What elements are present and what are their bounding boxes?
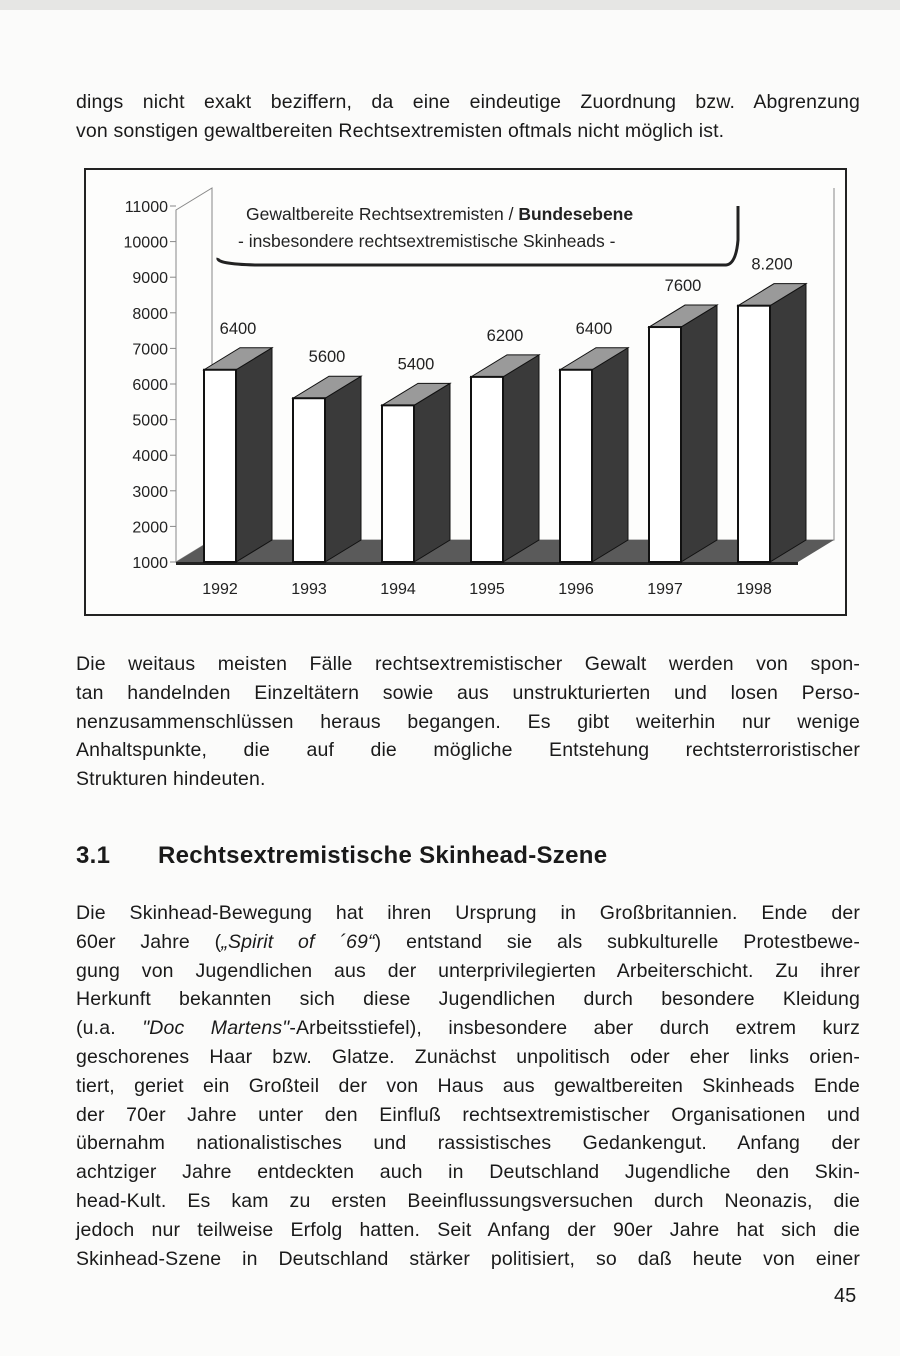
bar-side [592,348,628,562]
text-line: head-Kult. Es kam zu ersten Beeinflussungsversuchen durch Neonazis, die [76,1189,860,1212]
text-line: jedoch nur teilweise Erfolg hatten. Seit Anfang der 90er Jahre hat sich die [76,1218,860,1241]
y-tick-label: 2000 [132,519,168,537]
section-heading [76,842,607,870]
text-line: Herkunft bekannten sich diese Jugendlichen durch besondere Kleidung [76,988,860,1011]
data-label: 7600 [664,277,702,296]
bar-1994 [382,383,450,562]
bar-side [681,305,717,562]
data-label: 6200 [486,326,524,345]
page-top-edge [0,0,900,10]
x-tick-label: 1996 [558,581,594,598]
y-tick-label: 3000 [132,483,168,501]
y-tick-label: 5000 [132,412,168,430]
x-tick-label: 1998 [736,581,772,598]
y-tick-label: 11000 [124,199,168,216]
y-tick-label: 10000 [123,234,168,252]
text-line: tiert, geriet ein Großteil der von Haus aus gewaltbereiten Skinheads Ende [76,1074,860,1097]
text-line: geschorenes Haar bzw. Glatze. Zunächst unpolitisch oder eher links orien- [76,1045,860,1068]
bar-side [414,383,450,562]
bar-1992 [204,348,272,562]
x-tick-label: 1992 [202,581,238,598]
text-line: Strukturen hindeuten. [76,768,266,791]
bar-front [738,306,770,562]
x-tick-label: 1995 [469,581,505,598]
text-line: gung von Jugendlichen aus der unterprivilegierten Arbeiterschicht. Zu ihrer [76,959,860,982]
intro-paragraph [76,88,860,146]
bar-1997 [649,305,717,562]
y-tick-label: 6000 [132,377,168,394]
data-label: 5600 [308,348,346,367]
bar-front [560,370,592,562]
italic-quote: „Spirit of ´69“ [221,930,375,953]
bar-front [293,398,325,562]
y-tick-label: 8000 [132,305,168,323]
chart-title: Gewaltbereite Rechtsextremisten / Bundesebene [246,204,634,224]
bar-1998 [738,284,806,562]
text-line: Die Skinhead-Bewegung hat ihren Ursprung in Großbritannien. Ende der [76,902,860,924]
bar-1995 [471,355,539,562]
y-tick-label: 1000 [132,555,168,572]
bar-1996 [560,348,628,562]
bar-front [471,377,503,562]
text-line: Skinhead-Szene in Deutschland stärker politisiert, so daß heute von einer [76,1247,860,1270]
text-line: achtziger Jahre entdeckten auch in Deutschland Jugendliche den Skin- [76,1161,860,1184]
text-line: nenzusammenschlüssen heraus begangen. Es gibt weiterhin nur wenige [76,710,860,733]
section-number: 3.1 [76,842,111,869]
text-line: Anhaltspunkte, die auf die mögliche Entstehung rechtsterroristischer [76,739,860,762]
section-title: Rechtsextremistische Skinhead-Szene [158,842,608,869]
y-tick-label: 4000 [132,448,168,466]
body-paragraph-1 [76,650,860,794]
text-line: Die weitaus meisten Fälle rechtsextremistischer Gewalt werden von spon- [76,653,860,675]
text-line: übernahm nationalistisches und rassistisches Gedankengut. Anfang der [76,1132,860,1155]
bar-side [325,376,361,562]
text-line: der 70er Jahre unter den Einfluß rechtsextremistischer Organisationen und [76,1103,860,1126]
bar-front [649,327,681,562]
x-tick-label: 1997 [647,581,683,598]
x-tick-label: 1994 [380,581,416,598]
bar-1993 [293,376,361,562]
x-tick-label: 1993 [291,581,327,598]
data-label: 6400 [575,319,613,338]
bar-front [204,370,236,562]
bar-side [236,348,272,562]
text-line: dings nicht exakt beziffern, da eine eindeutige Zuordnung bzw. Abgrenzung [76,91,860,113]
chart-frame [84,168,847,616]
data-label: 8.200 [751,255,793,274]
bar-side [770,284,806,562]
data-label: 5400 [397,355,435,374]
bar-side [503,355,539,562]
chart-subtitle: - insbesondere rechtsextremistische Skinheads - [238,231,616,251]
data-label: 6400 [219,319,257,338]
text-line: tan handelnden Einzeltätern sowie aus unstrukturierten und losen Perso- [76,681,860,704]
y-tick-label: 7000 [132,341,168,359]
y-tick-label: 9000 [132,270,168,288]
text-line: von sonstigen gewaltbereiten Rechtsextremisten oftmals nicht möglich ist. [76,119,725,142]
bar-front [382,405,414,562]
italic-brand: "Doc Martens" [142,1017,290,1040]
body-paragraph-2 [76,899,860,1273]
text-line: (u.a. "Doc Martens"-Arbeitsstiefel), insbesondere aber durch extrem kurz [76,1017,860,1040]
bar-chart [86,170,845,614]
text-line: 60er Jahre („Spirit of ´69“) entstand sie als subkulturelle Protestbewe- [76,930,860,953]
page-number: 45 [834,1285,857,1307]
